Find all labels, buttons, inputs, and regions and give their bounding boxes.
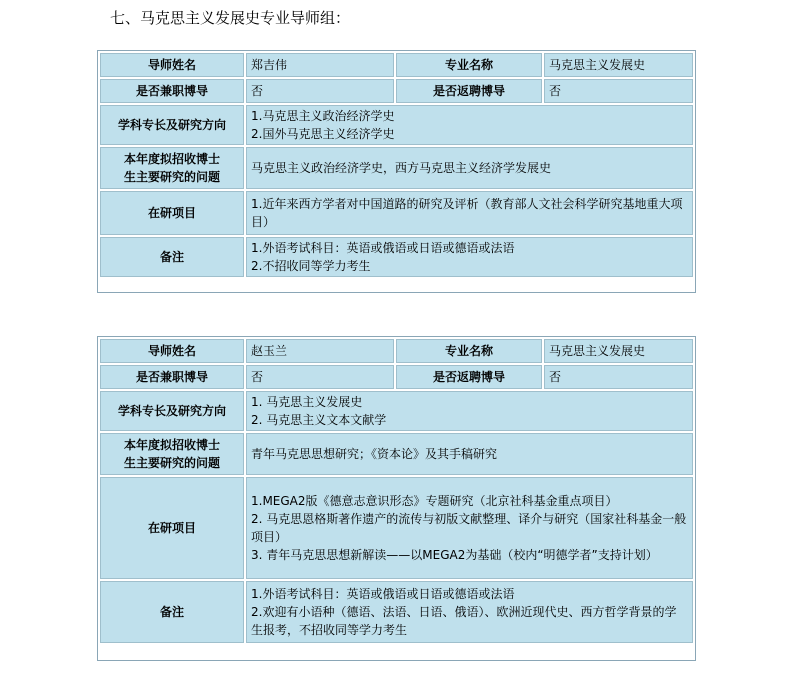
specialty-value — [246, 105, 693, 145]
row-projects — [100, 191, 693, 235]
major-name: 马克思主义发展史 — [544, 53, 693, 77]
label-notes: 备注 — [100, 581, 244, 643]
label-specialty: 学科专长及研究方向 — [100, 105, 244, 145]
rehired-value: 否 — [544, 79, 693, 103]
label-part-time: 是否兼职博导 — [100, 79, 244, 103]
project-line: 2. 马克思恩格斯著作遗产的流传与初版文献整理、译介与研究（国家社科基金一般项目） — [251, 512, 687, 544]
row-problems — [100, 433, 693, 475]
specialty-line: 2.国外马克思主义经济学史 — [251, 127, 395, 141]
label-advisor-name: 导师姓名 — [100, 53, 244, 77]
advisor-card-1 — [97, 50, 696, 293]
advisor-table-1 — [98, 51, 695, 279]
note-line: 1.外语考试科目：英语或俄语或日语或德语或法语 — [251, 587, 515, 601]
label-notes: 备注 — [100, 237, 244, 277]
advisor-card-2 — [97, 336, 696, 661]
projects-value — [246, 477, 693, 579]
problems-line: 青年马克思思想研究；《资本论》及其手稿研究 — [251, 447, 498, 461]
notes-value — [246, 237, 693, 277]
specialty-value — [246, 391, 693, 431]
note-line: 2.欢迎有小语种（德语、法语、日语、俄语）、欧洲近现代史、西方哲学背景的学生报考，不招收同等学力考生 — [251, 605, 677, 637]
project-line: 1.近年来西方学者对中国道路的研究及评析（教育部人文社会科学研究基地重大项目） — [251, 197, 683, 229]
advisor-name: 赵玉兰 — [246, 339, 394, 363]
label-specialty: 学科专长及研究方向 — [100, 391, 244, 431]
row-name-major — [100, 339, 693, 363]
advisor-table-2 — [98, 337, 695, 645]
label-major-name: 专业名称 — [396, 339, 542, 363]
label-major-name: 专业名称 — [396, 53, 542, 77]
label-projects: 在研项目 — [100, 477, 244, 579]
row-problems — [100, 147, 693, 189]
label-projects: 在研项目 — [100, 191, 244, 235]
project-line: 1.MEGA2版《德意志意识形态》专题研究（北京社科基金重点项目） — [251, 494, 618, 508]
row-notes — [100, 237, 693, 277]
part-time-value: 否 — [246, 79, 394, 103]
label-problems: 本年度拟招收博士 生主要研究的问题 — [100, 147, 244, 189]
advisor-name: 郑吉伟 — [246, 53, 394, 77]
label-advisor-name: 导师姓名 — [100, 339, 244, 363]
label-rehired: 是否返聘博导 — [396, 79, 542, 103]
note-line: 1.外语考试科目：英语或俄语或日语或德语或法语 — [251, 241, 515, 255]
section-title: 七、马克思主义发展史专业导师组： — [110, 9, 351, 27]
part-time-value: 否 — [246, 365, 394, 389]
label-problems: 本年度拟招收博士 生主要研究的问题 — [100, 433, 244, 475]
project-line: 3. 青年马克思思想新解读——以MEGA2为基础（校内“明德学者”支持计划） — [251, 548, 658, 562]
row-projects — [100, 477, 693, 579]
row-name-major — [100, 53, 693, 77]
specialty-line: 1.马克思主义政治经济学史 — [251, 109, 395, 123]
problems-value — [246, 433, 693, 475]
label-part-time: 是否兼职博导 — [100, 365, 244, 389]
label-rehired: 是否返聘博导 — [396, 365, 542, 389]
row-notes — [100, 581, 693, 643]
problems-value — [246, 147, 693, 189]
row-parttime-rehired — [100, 79, 693, 103]
problems-line: 马克思主义政治经济学史，西方马克思主义经济学发展史 — [251, 161, 552, 175]
row-specialty — [100, 391, 693, 431]
note-line: 2.不招收同等学力考生 — [251, 259, 371, 273]
major-name: 马克思主义发展史 — [544, 339, 693, 363]
row-parttime-rehired — [100, 365, 693, 389]
specialty-line: 1. 马克思主义发展史 — [251, 395, 363, 409]
projects-value — [246, 191, 693, 235]
row-specialty — [100, 105, 693, 145]
notes-value — [246, 581, 693, 643]
specialty-line: 2. 马克思主义文本文献学 — [251, 413, 387, 427]
rehired-value: 否 — [544, 365, 693, 389]
